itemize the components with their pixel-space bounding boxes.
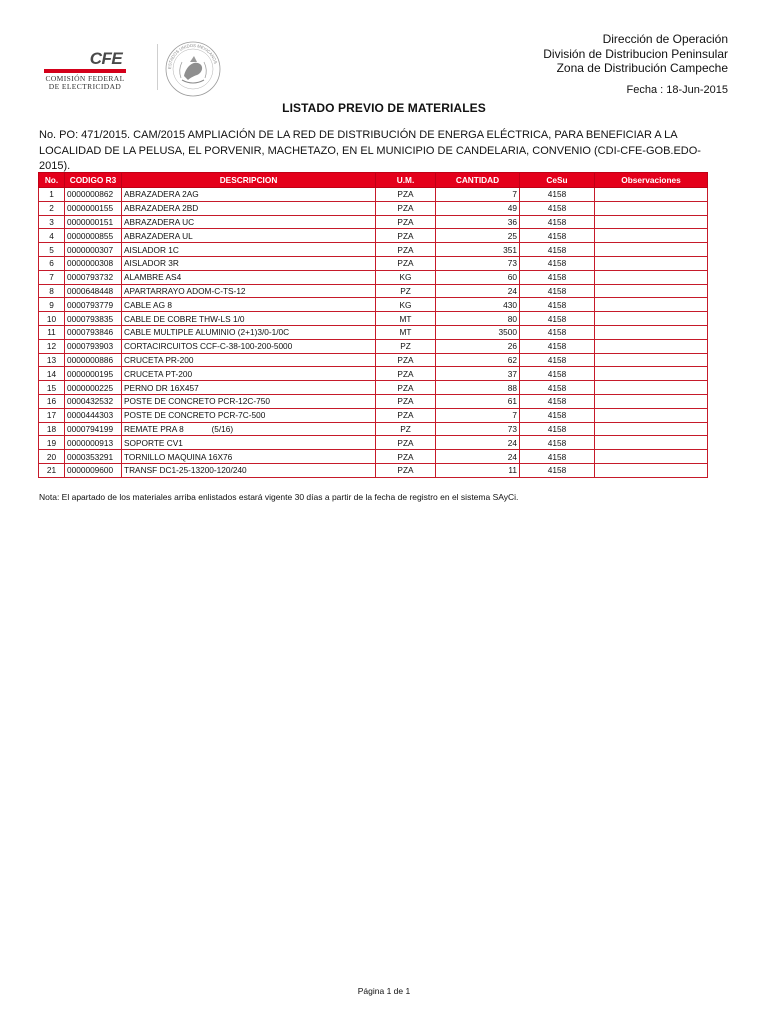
table-row xyxy=(39,381,708,395)
cell-no: 4 xyxy=(39,229,65,243)
cell-no: 18 xyxy=(39,422,65,436)
col-header-cesu: CeSu xyxy=(520,173,595,188)
cell-cesu: 4158 xyxy=(520,436,595,450)
cell-cantidad: 430 xyxy=(436,298,520,312)
cell-cesu: 4158 xyxy=(520,325,595,339)
cell-cantidad: 3500 xyxy=(436,325,520,339)
cell-codigo: 0000009600 xyxy=(65,463,122,477)
cell-cesu: 4158 xyxy=(520,353,595,367)
table-row xyxy=(39,367,708,381)
cell-cantidad: 73 xyxy=(436,256,520,270)
cell-descripcion: CRUCETA PR-200 xyxy=(122,353,376,367)
cell-observaciones xyxy=(595,394,708,408)
cell-codigo: 0000000862 xyxy=(65,188,122,202)
cell-cantidad: 24 xyxy=(436,284,520,298)
materials-table xyxy=(38,172,708,478)
cell-codigo: 0000444303 xyxy=(65,408,122,422)
cell-no: 5 xyxy=(39,243,65,257)
po-description: No. PO: 471/2015. CAM/2015 AMPLIACIÓN DE LA RED DE DISTRIBUCIÓN DE ENERGA ELÉCTRICA, PARA BENEFICIAR A LA LOCALIDAD DE LA PELUSA, EL PORVENIR, MACHETAZO, EN EL MUNICIPIO DE CANDELARIA, CONVENIO (CDI-CFE-GOB.EDO-2015). xyxy=(39,129,701,172)
cell-cesu: 4158 xyxy=(520,215,595,229)
cell-observaciones xyxy=(595,436,708,450)
cell-no: 3 xyxy=(39,215,65,229)
col-header-cantidad: CANTIDAD xyxy=(436,173,520,188)
cell-descripcion: ABRAZADERA 2BD xyxy=(122,201,376,215)
cell-no: 14 xyxy=(39,367,65,381)
cell-cantidad: 26 xyxy=(436,339,520,353)
cell-observaciones xyxy=(595,243,708,257)
cell-codigo: 0000000308 xyxy=(65,256,122,270)
cell-cantidad: 80 xyxy=(436,312,520,326)
cell-cantidad: 49 xyxy=(436,201,520,215)
cell-no: 11 xyxy=(39,325,65,339)
cell-observaciones xyxy=(595,256,708,270)
cell-observaciones xyxy=(595,229,708,243)
cell-um: PZA xyxy=(376,256,436,270)
cell-cesu: 4158 xyxy=(520,339,595,353)
cell-cantidad: 62 xyxy=(436,353,520,367)
cell-codigo: 0000000195 xyxy=(65,367,122,381)
cell-observaciones xyxy=(595,270,708,284)
cell-cesu: 4158 xyxy=(520,450,595,464)
cell-observaciones xyxy=(595,408,708,422)
cell-cantidad: 25 xyxy=(436,229,520,243)
cell-cantidad: 61 xyxy=(436,394,520,408)
cell-observaciones xyxy=(595,215,708,229)
cfe-logo-wordmark: CFE xyxy=(89,49,123,68)
table-row xyxy=(39,353,708,367)
cell-um: PZA xyxy=(376,408,436,422)
table-row xyxy=(39,436,708,450)
cell-cesu: 4158 xyxy=(520,270,595,284)
cell-cantidad: 88 xyxy=(436,381,520,395)
note-text: Nota: El apartado de los materiales arriba enlistados estará vigente 30 días a partir de la fecha de registro en el sistema SAyCi. xyxy=(39,492,519,502)
cell-um: PZA xyxy=(376,353,436,367)
cell-descripcion: CABLE MULTIPLE ALUMINIO (2+1)3/0-1/0C xyxy=(122,325,376,339)
cell-descripcion: ALAMBRE AS4 xyxy=(122,270,376,284)
cell-um: PZ xyxy=(376,422,436,436)
cell-no: 16 xyxy=(39,394,65,408)
cell-cesu: 4158 xyxy=(520,367,595,381)
table-row xyxy=(39,325,708,339)
cell-descripcion: CORTACIRCUITOS CCF-C-38-100-200-5000 xyxy=(122,339,376,353)
header-line-2: División de Distribucion Peninsular xyxy=(543,46,728,61)
table-row xyxy=(39,201,708,215)
cell-cesu: 4158 xyxy=(520,408,595,422)
cell-um: PZA xyxy=(376,436,436,450)
cell-cesu: 4158 xyxy=(520,229,595,243)
cell-no: 1 xyxy=(39,188,65,202)
logo-divider xyxy=(157,44,158,90)
col-header-codigo: CODIGO R3 xyxy=(65,173,122,188)
table-row xyxy=(39,243,708,257)
cell-descripcion: POSTE DE CONCRETO PCR-7C-500 xyxy=(122,408,376,422)
cell-no: 20 xyxy=(39,450,65,464)
cell-descripcion: AISLADOR 3R xyxy=(122,256,376,270)
cell-descripcion: ABRAZADERA UC xyxy=(122,215,376,229)
cell-codigo: 0000793779 xyxy=(65,298,122,312)
cell-observaciones xyxy=(595,325,708,339)
cell-um: PZA xyxy=(376,243,436,257)
cell-codigo: 0000000913 xyxy=(65,436,122,450)
cell-um: MT xyxy=(376,312,436,326)
cell-cesu: 4158 xyxy=(520,463,595,477)
cell-cesu: 4158 xyxy=(520,256,595,270)
seal-text: ESTADOS UNIDOS MEXICANOS xyxy=(166,42,219,70)
table-row xyxy=(39,229,708,243)
cell-codigo: 0000000155 xyxy=(65,201,122,215)
cell-observaciones xyxy=(595,463,708,477)
cell-codigo: 0000000307 xyxy=(65,243,122,257)
header-org xyxy=(543,32,728,76)
cell-cantidad: 7 xyxy=(436,408,520,422)
table-row xyxy=(39,298,708,312)
table-row xyxy=(39,408,708,422)
cell-descripcion: CRUCETA PT-200 xyxy=(122,367,376,381)
mexico-seal-icon xyxy=(164,40,222,103)
header-line-3: Zona de Distribución Campeche xyxy=(556,61,728,75)
cell-cantidad: 36 xyxy=(436,215,520,229)
cell-no: 7 xyxy=(39,270,65,284)
cell-um: KG xyxy=(376,270,436,284)
col-header-descripcion: DESCRIPCION xyxy=(122,173,376,188)
table-row xyxy=(39,270,708,284)
col-header-no: No. xyxy=(39,173,65,188)
cell-um: PZA xyxy=(376,450,436,464)
cell-um: PZA xyxy=(376,367,436,381)
cell-codigo: 0000432532 xyxy=(65,394,122,408)
cell-descripcion: ABRAZADERA 2AG xyxy=(122,188,376,202)
cell-descripcion: AISLADOR 1C xyxy=(122,243,376,257)
cell-no: 17 xyxy=(39,408,65,422)
cell-cantidad: 73 xyxy=(436,422,520,436)
cell-um: PZA xyxy=(376,229,436,243)
cell-no: 13 xyxy=(39,353,65,367)
cell-um: PZA xyxy=(376,394,436,408)
cell-cantidad: 60 xyxy=(436,270,520,284)
table-header-row xyxy=(39,173,708,188)
cell-codigo: 0000353291 xyxy=(65,450,122,464)
cell-observaciones xyxy=(595,381,708,395)
cell-observaciones xyxy=(595,298,708,312)
cell-codigo: 0000648448 xyxy=(65,284,122,298)
col-header-um: U.M. xyxy=(376,173,436,188)
table-row xyxy=(39,256,708,270)
table-row xyxy=(39,188,708,202)
cell-descripcion: SOPORTE CV1 xyxy=(122,436,376,450)
cell-cantidad: 24 xyxy=(436,436,520,450)
cell-um: PZA xyxy=(376,188,436,202)
document-date: Fecha : 18-Jun-2015 xyxy=(626,84,728,96)
cell-no: 15 xyxy=(39,381,65,395)
cfe-logo-subtitle-2: DE ELECTRICIDAD xyxy=(48,82,122,91)
cell-cesu: 4158 xyxy=(520,284,595,298)
cell-no: 6 xyxy=(39,256,65,270)
cell-cantidad: 11 xyxy=(436,463,520,477)
cell-codigo: 0000793835 xyxy=(65,312,122,326)
cfe-logo-subtitle-1: COMISIÓN FEDERAL xyxy=(45,74,125,83)
cell-cesu: 4158 xyxy=(520,312,595,326)
cell-cesu: 4158 xyxy=(520,201,595,215)
cell-codigo: 0000794199 xyxy=(65,422,122,436)
cell-codigo: 0000000151 xyxy=(65,215,122,229)
cell-codigo: 0000000886 xyxy=(65,353,122,367)
cell-codigo: 0000793903 xyxy=(65,339,122,353)
cell-observaciones xyxy=(595,367,708,381)
cell-observaciones xyxy=(595,450,708,464)
cell-um: KG xyxy=(376,298,436,312)
cell-descripcion: POSTE DE CONCRETO PCR-12C-750 xyxy=(122,394,376,408)
cell-no: 12 xyxy=(39,339,65,353)
cell-um: PZA xyxy=(376,201,436,215)
cell-codigo: 0000793846 xyxy=(65,325,122,339)
table-row xyxy=(39,463,708,477)
cell-descripcion: REMATE PRA 8 (5/16) xyxy=(122,422,376,436)
cell-no: 9 xyxy=(39,298,65,312)
cell-no: 8 xyxy=(39,284,65,298)
cell-observaciones xyxy=(595,284,708,298)
cell-no: 2 xyxy=(39,201,65,215)
cell-descripcion: PERNO DR 16X457 xyxy=(122,381,376,395)
cell-no: 10 xyxy=(39,312,65,326)
cell-no: 19 xyxy=(39,436,65,450)
cell-descripcion: CABLE DE COBRE THW-LS 1/0 xyxy=(122,312,376,326)
cell-cesu: 4158 xyxy=(520,422,595,436)
table-row xyxy=(39,394,708,408)
page-footer: Página 1 de 1 xyxy=(357,986,411,996)
cell-um: PZ xyxy=(376,339,436,353)
cfe-logo xyxy=(44,50,154,91)
cell-cesu: 4158 xyxy=(520,381,595,395)
cell-um: MT xyxy=(376,325,436,339)
cell-descripcion: APARTARRAYO ADOM-C-TS-12 xyxy=(122,284,376,298)
cell-observaciones xyxy=(595,201,708,215)
table-row xyxy=(39,422,708,436)
cell-cantidad: 7 xyxy=(436,188,520,202)
cell-cantidad: 351 xyxy=(436,243,520,257)
cell-descripcion: TRANSF DC1-25-13200-120/240 xyxy=(122,463,376,477)
cell-descripcion: ABRAZADERA UL xyxy=(122,229,376,243)
cell-um: PZ xyxy=(376,284,436,298)
cell-observaciones xyxy=(595,312,708,326)
cell-um: PZA xyxy=(376,381,436,395)
cell-um: PZA xyxy=(376,463,436,477)
cell-um: PZA xyxy=(376,215,436,229)
cell-observaciones xyxy=(595,353,708,367)
page-title: LISTADO PREVIO DE MATERIALES xyxy=(282,101,486,115)
cell-cesu: 4158 xyxy=(520,394,595,408)
table-row xyxy=(39,339,708,353)
cell-cantidad: 24 xyxy=(436,450,520,464)
table-row xyxy=(39,284,708,298)
table-row xyxy=(39,215,708,229)
table-row xyxy=(39,312,708,326)
materials-table-body xyxy=(39,188,708,478)
cell-codigo: 0000000855 xyxy=(65,229,122,243)
cell-no: 21 xyxy=(39,463,65,477)
cell-cesu: 4158 xyxy=(520,188,595,202)
cell-observaciones xyxy=(595,422,708,436)
cfe-logo-bar xyxy=(44,69,126,73)
cell-descripcion: TORNILLO MAQUINA 16X76 xyxy=(122,450,376,464)
cell-cantidad: 37 xyxy=(436,367,520,381)
cell-cesu: 4158 xyxy=(520,243,595,257)
cell-codigo: 0000793732 xyxy=(65,270,122,284)
cell-codigo: 0000000225 xyxy=(65,381,122,395)
cell-cesu: 4158 xyxy=(520,298,595,312)
cell-observaciones xyxy=(595,339,708,353)
cell-descripcion: CABLE AG 8 xyxy=(122,298,376,312)
col-header-observaciones: Observaciones xyxy=(595,173,708,188)
cell-observaciones xyxy=(595,188,708,202)
header-line-1: Dirección de Operación xyxy=(602,32,728,46)
table-row xyxy=(39,450,708,464)
